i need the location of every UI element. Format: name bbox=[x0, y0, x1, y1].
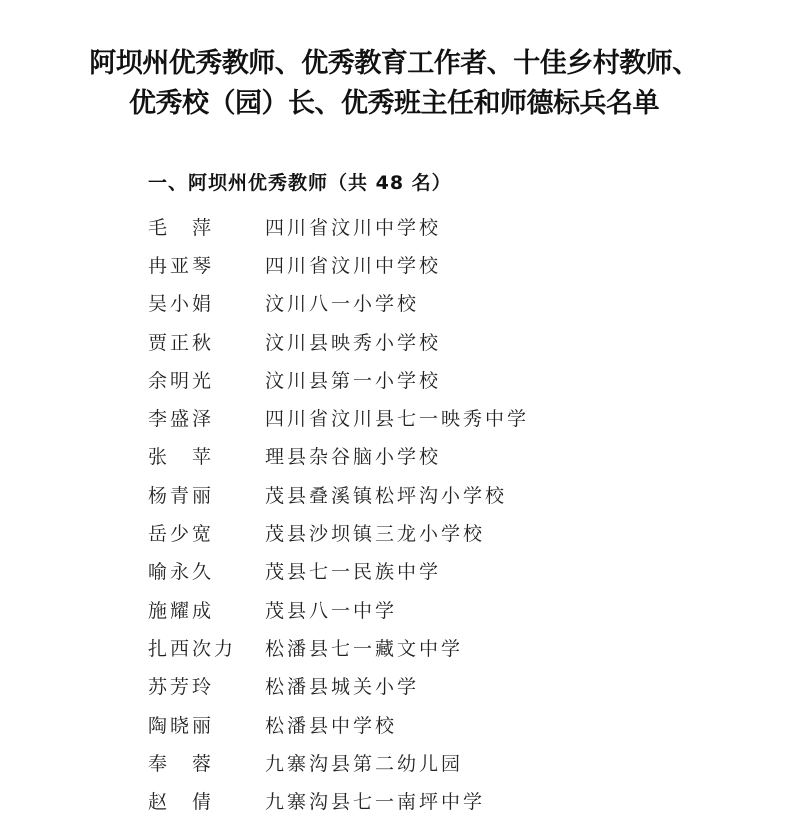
teacher-name: 吴小娟 bbox=[148, 293, 215, 316]
list-item bbox=[148, 552, 748, 590]
list-item bbox=[148, 398, 748, 436]
school-name: 松潘县七一藏文中学 bbox=[265, 637, 464, 660]
school-name: 茂县沙坝镇三龙小学校 bbox=[265, 523, 486, 546]
teacher-name: 赵 倩 bbox=[148, 791, 215, 814]
teacher-name: 施耀成 bbox=[148, 599, 215, 622]
list-item bbox=[148, 628, 748, 666]
list-item bbox=[148, 513, 748, 551]
teacher-name: 陶晓丽 bbox=[148, 714, 215, 737]
teacher-name: 冉亚琴 bbox=[148, 254, 215, 277]
teacher-name: 余明光 bbox=[148, 369, 215, 392]
school-name: 四川省汶川中学校 bbox=[265, 216, 442, 239]
section-heading: 一、阿坝州优秀教师（共 48 名） bbox=[148, 172, 452, 194]
list-item bbox=[148, 245, 748, 283]
list-item bbox=[148, 590, 748, 628]
list-item bbox=[148, 667, 748, 705]
school-name: 四川省汶川中学校 bbox=[265, 254, 442, 277]
list-item bbox=[148, 207, 748, 245]
list-item bbox=[148, 475, 748, 513]
school-name: 松潘县中学校 bbox=[265, 714, 398, 737]
school-name: 茂县七一民族中学 bbox=[265, 561, 442, 584]
school-name: 汶川县映秀小学校 bbox=[265, 331, 442, 354]
school-name: 茂县叠溪镇松坪沟小学校 bbox=[265, 484, 508, 507]
school-name: 九寨沟县第二幼儿园 bbox=[265, 752, 464, 775]
school-name: 茂县八一中学 bbox=[265, 599, 398, 622]
list-item bbox=[148, 743, 748, 781]
teacher-name: 扎西次力 bbox=[148, 637, 237, 660]
teacher-name: 喻永久 bbox=[148, 561, 215, 584]
teacher-name: 苏芳玲 bbox=[148, 676, 215, 699]
list-item bbox=[148, 360, 748, 398]
document-title-line-1: 阿坝州优秀教师、优秀教育工作者、十佳乡村教师、 bbox=[89, 48, 699, 79]
teacher-list bbox=[148, 207, 748, 820]
teacher-name: 奉 蓉 bbox=[148, 752, 215, 775]
list-item bbox=[148, 322, 748, 360]
school-name: 理县杂谷脑小学校 bbox=[265, 446, 442, 469]
teacher-name: 贾正秋 bbox=[148, 331, 215, 354]
school-name: 松潘县城关小学 bbox=[265, 676, 420, 699]
school-name: 汶川县第一小学校 bbox=[265, 369, 442, 392]
school-name: 四川省汶川县七一映秀中学 bbox=[265, 408, 530, 431]
list-item bbox=[148, 437, 748, 475]
document-title bbox=[0, 44, 788, 124]
document-title-line-2: 优秀校（园）长、优秀班主任和师德标兵名单 bbox=[129, 88, 659, 119]
teacher-name: 岳少宽 bbox=[148, 523, 215, 546]
teacher-name: 毛 萍 bbox=[148, 216, 215, 239]
list-item bbox=[148, 781, 748, 819]
list-item bbox=[148, 705, 748, 743]
list-item bbox=[148, 284, 748, 322]
teacher-name: 李盛泽 bbox=[148, 408, 215, 431]
school-name: 汶川八一小学校 bbox=[265, 293, 420, 316]
school-name: 九寨沟县七一南坪中学 bbox=[265, 791, 486, 814]
teacher-name: 杨青丽 bbox=[148, 484, 215, 507]
teacher-name: 张 苹 bbox=[148, 446, 215, 469]
